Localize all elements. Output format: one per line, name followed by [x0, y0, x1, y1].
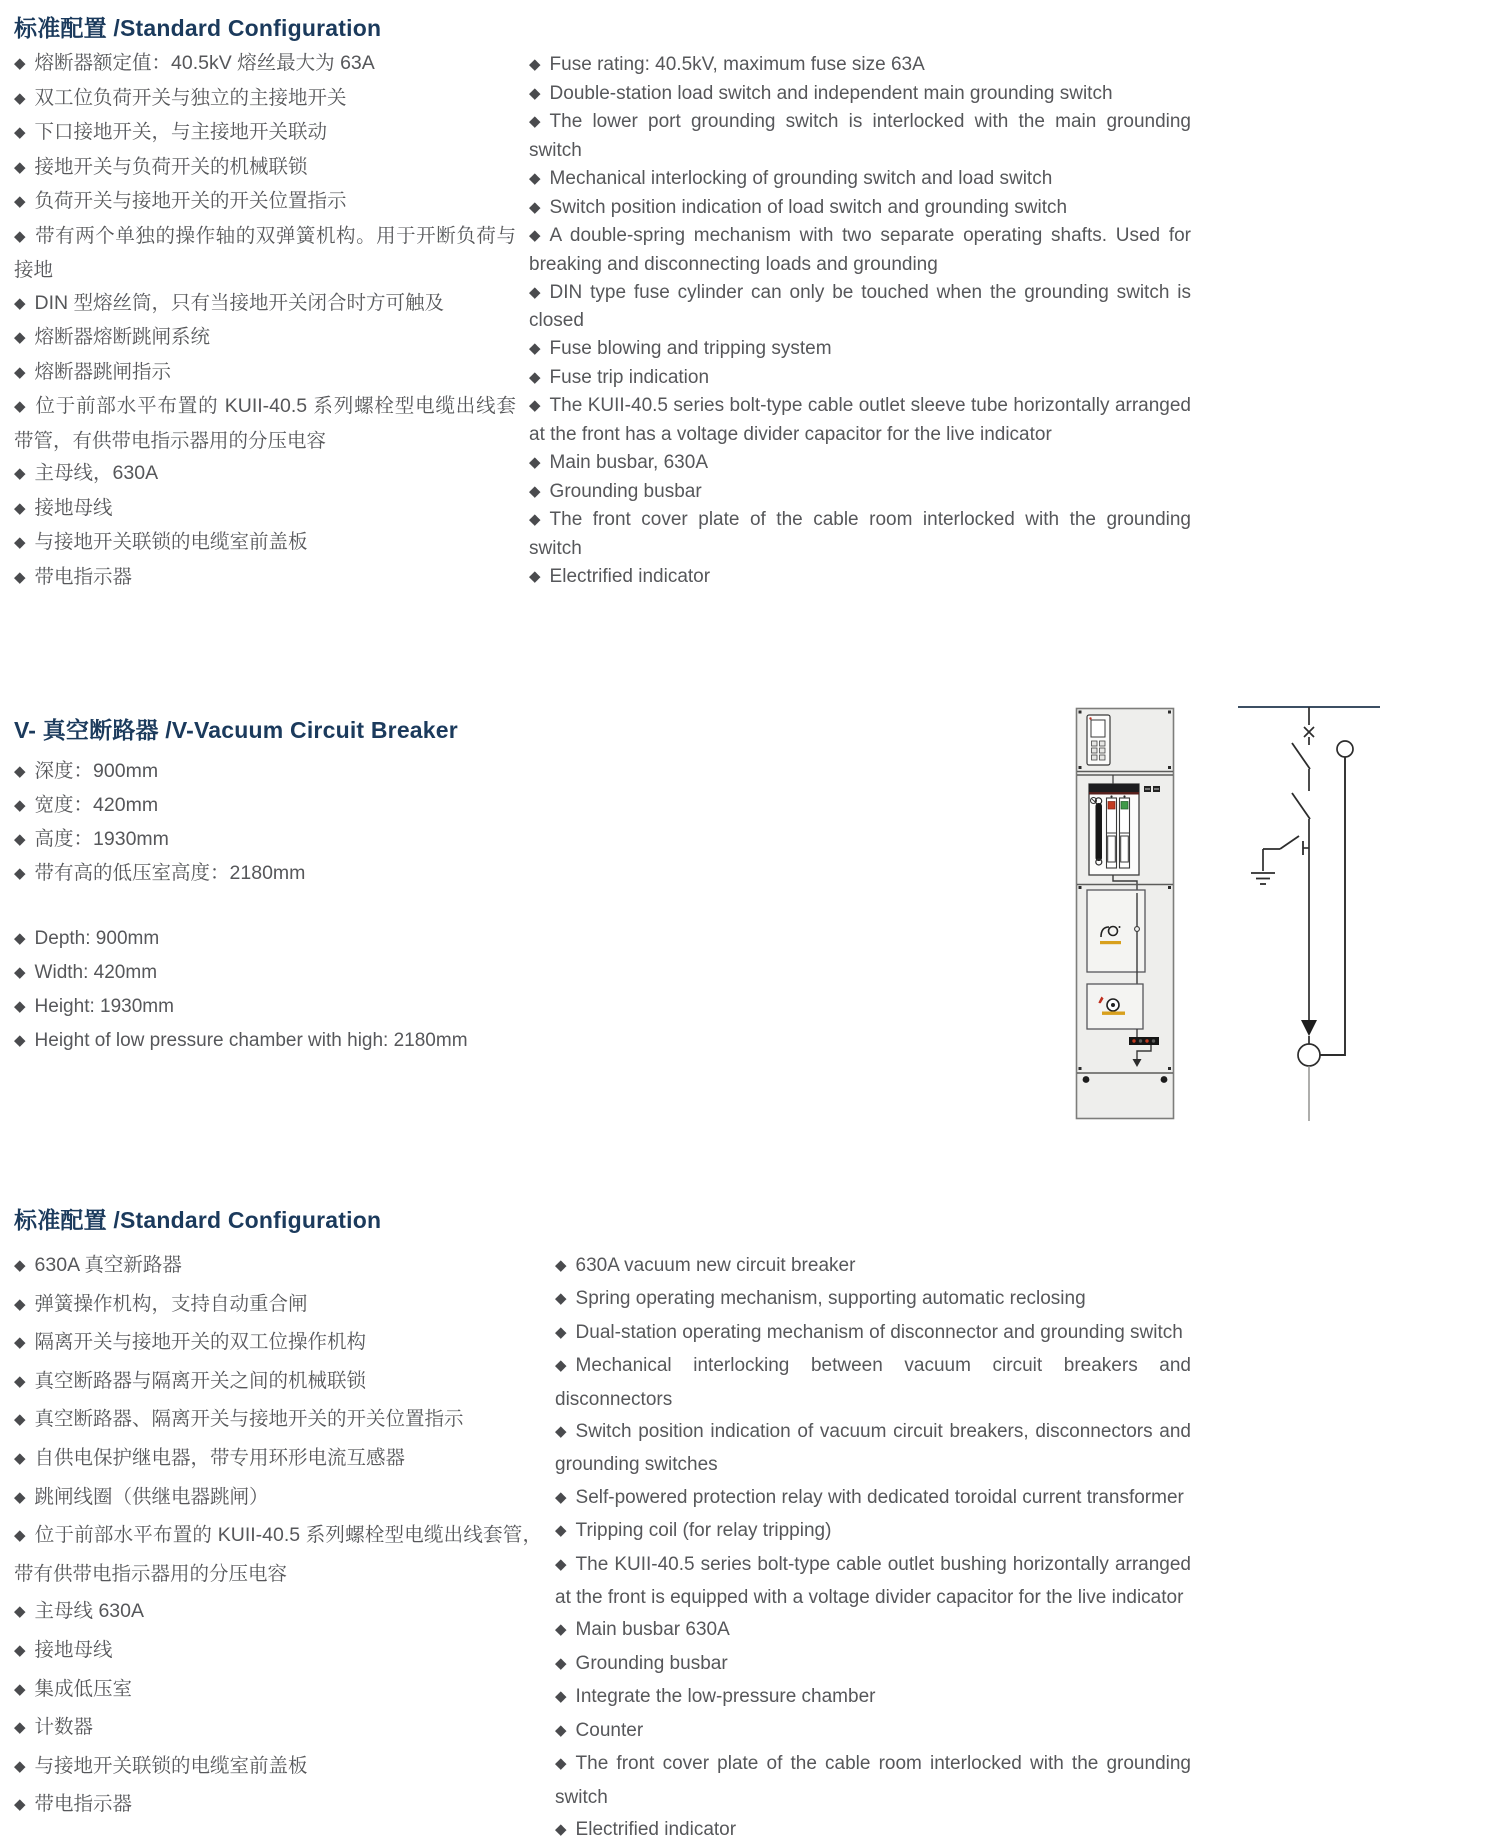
list-item — [529, 80, 1191, 109]
diamond-bullet-icon: ◆ — [555, 1555, 567, 1573]
diamond-bullet-icon: ◆ — [14, 1488, 26, 1506]
list-item-text: DIN 型熔丝筒，只有当接地开关闭合时方可触及 — [34, 291, 445, 314]
list-item — [14, 1363, 542, 1402]
list-item — [14, 1440, 542, 1479]
list-item — [14, 526, 516, 561]
list-item-text: 高度：1930mm — [34, 828, 169, 850]
list-item-text: Electrified indicator — [575, 1818, 737, 1840]
list-item — [14, 1671, 542, 1710]
diamond-bullet-icon: ◆ — [555, 1323, 567, 1341]
list-item-text: Spring operating mechanism, supporting automatic reclosing — [575, 1288, 1086, 1310]
list-item — [14, 1479, 542, 1518]
list-item — [14, 561, 516, 596]
list-item — [14, 755, 534, 789]
diamond-bullet-icon: ◆ — [14, 1641, 26, 1659]
list-item-text: Height of low pressure chamber with high: 2180mm — [34, 1030, 468, 1051]
list-item — [555, 1715, 1191, 1748]
list-item — [555, 1515, 1191, 1548]
diamond-bullet-icon: ◆ — [555, 1621, 567, 1639]
diamond-bullet-icon: ◆ — [529, 227, 541, 245]
list-item-text: 真空断路器、隔离开关与接地开关的开关位置指示 — [34, 1408, 464, 1431]
diamond-bullet-icon: ◆ — [529, 397, 541, 415]
list-item — [555, 1416, 1191, 1482]
list-item — [555, 1748, 1191, 1814]
list-item-text: 计数器 — [34, 1716, 94, 1739]
diamond-bullet-icon: ◆ — [555, 1257, 567, 1274]
list-item-text: Fuse trip indication — [549, 366, 710, 388]
diamond-bullet-icon: ◆ — [14, 1796, 26, 1814]
diamond-bullet-icon: ◆ — [14, 998, 26, 1015]
list-item-text: The KUII-40.5 series bolt-type cable outlet bushing horizontally arranged at the front is equipped with a voltage divider capacitor for the live indicator — [555, 1553, 1191, 1609]
diamond-bullet-icon: ◆ — [529, 340, 541, 358]
list-item — [14, 390, 516, 457]
list-item — [14, 956, 534, 990]
list-item-text: 跳闸线圈（供继电器跳闸） — [34, 1485, 269, 1508]
list-item-text: 接地母线 — [34, 496, 113, 519]
diamond-bullet-icon: ◆ — [14, 363, 26, 381]
section-heading-vacuum-circuit-breaker: V- 真空断路器 /V-Vacuum Circuit Breaker — [14, 717, 458, 743]
list-item-text: Main busbar, 630A — [549, 451, 708, 473]
diamond-bullet-icon: ◆ — [14, 1449, 26, 1467]
list-item-text: Fuse rating: 40.5kV, maximum fuse size 63A — [549, 54, 925, 75]
list-item-text: 带电指示器 — [34, 565, 133, 588]
diamond-bullet-icon: ◆ — [14, 1680, 26, 1698]
diamond-bullet-icon: ◆ — [14, 1257, 26, 1274]
list-item — [555, 1648, 1191, 1681]
diamond-bullet-icon: ◆ — [14, 568, 26, 586]
list-item — [529, 108, 1191, 164]
list-item — [14, 1401, 542, 1440]
diamond-bullet-icon: ◆ — [14, 1334, 26, 1352]
list-item — [14, 151, 516, 186]
list-item-text: 带有两个单独的操作轴的双弹簧机构。用于开断负荷与接地 — [14, 224, 516, 281]
list-item-text: 630A 真空新路器 — [34, 1254, 182, 1276]
standard-config-2-english-list — [555, 1250, 1191, 1847]
list-item — [14, 990, 534, 1024]
diamond-bullet-icon: ◆ — [14, 1757, 26, 1775]
diamond-bullet-icon: ◆ — [14, 227, 26, 245]
list-item-text: 熔断器跳闸指示 — [34, 360, 172, 383]
diamond-bullet-icon: ◆ — [14, 930, 26, 947]
single-line-circuit-diagram — [1230, 695, 1400, 1130]
list-item — [529, 335, 1191, 364]
diamond-bullet-icon: ◆ — [555, 1423, 567, 1441]
list-item-text: The front cover plate of the cable room interlocked with the grounding switch — [529, 509, 1191, 559]
diamond-bullet-icon: ◆ — [555, 1654, 567, 1672]
standard-config-2-chinese-list — [14, 1247, 542, 1825]
diamond-bullet-icon: ◆ — [529, 113, 541, 131]
diamond-bullet-icon: ◆ — [14, 465, 26, 482]
diamond-bullet-icon: ◆ — [555, 1688, 567, 1706]
list-item-text: Dual-station operating mechanism of disconnector and grounding switch — [575, 1321, 1183, 1343]
list-item-text: Electrified indicator — [549, 565, 711, 587]
section-heading-standard-configuration-1: 标准配置 /Standard Configuration — [14, 15, 382, 41]
list-item-text: Self-powered protection relay with dedicated toroidal current transformer — [575, 1486, 1184, 1508]
diamond-bullet-icon: ◆ — [14, 124, 26, 141]
diamond-bullet-icon: ◆ — [555, 1357, 567, 1375]
diamond-bullet-icon: ◆ — [14, 1411, 26, 1429]
diamond-bullet-icon: ◆ — [555, 1755, 567, 1773]
list-item-text: Grounding busbar — [549, 480, 702, 502]
diamond-bullet-icon: ◆ — [14, 193, 26, 210]
list-item — [529, 563, 1191, 592]
diamond-bullet-icon: ◆ — [529, 198, 541, 216]
list-item-text: 熔断器额定值：40.5kV 熔丝最大为 63A — [34, 52, 375, 74]
standard-config-1-chinese-list — [14, 47, 516, 595]
list-item — [14, 1786, 542, 1825]
list-item — [14, 1593, 542, 1632]
list-item-text: 双工位负荷开关与独立的主接地开关 — [34, 86, 347, 109]
diamond-bullet-icon: ◆ — [14, 89, 26, 107]
list-item — [529, 194, 1191, 223]
list-item-text: DIN type fuse cylinder can only be touched when the grounding switch is closed — [529, 281, 1191, 332]
list-item-text: 下口接地开关，与主接地开关联动 — [34, 121, 328, 143]
list-item — [555, 1482, 1191, 1515]
list-item — [14, 1517, 542, 1593]
diamond-bullet-icon: ◆ — [14, 1719, 26, 1737]
list-item — [14, 492, 516, 527]
list-item — [529, 279, 1191, 335]
list-item-text: 自供电保护继电器，带专用环形电流互感器 — [34, 1446, 406, 1469]
list-item — [14, 1748, 542, 1787]
diamond-bullet-icon: ◆ — [14, 329, 26, 346]
list-item-text: 位于前部水平布置的 KUII-40.5 系列螺栓型电缆出线套带管，有供带电指示器用的分压电容 — [14, 395, 516, 452]
list-item — [14, 1024, 534, 1058]
list-item — [14, 1324, 542, 1363]
list-item — [14, 1632, 542, 1671]
list-item — [14, 321, 516, 356]
diamond-bullet-icon: ◆ — [14, 294, 26, 312]
diamond-bullet-icon: ◆ — [14, 499, 26, 517]
diamond-bullet-icon: ◆ — [529, 567, 541, 585]
list-item-text: 与接地开关联锁的电缆室前盖板 — [34, 531, 308, 553]
list-item — [529, 506, 1191, 562]
standard-config-1-english-list — [529, 51, 1191, 591]
list-item-text: A double-spring mechanism with two separate operating shafts. Used for breaking and disconnecting loads and grounding — [529, 225, 1191, 275]
list-item — [555, 1549, 1191, 1615]
list-item — [529, 165, 1191, 194]
list-item — [529, 222, 1191, 278]
list-item-text: 主母线，630A — [34, 462, 159, 484]
list-item-text: Switch position indication of load switch and grounding switch — [549, 196, 1068, 218]
diamond-bullet-icon: ◆ — [14, 763, 26, 780]
list-item — [555, 1350, 1191, 1416]
diamond-bullet-icon: ◆ — [555, 1522, 567, 1540]
list-item-text: Counter — [575, 1719, 644, 1741]
diamond-bullet-icon: ◆ — [529, 453, 541, 471]
diamond-bullet-icon: ◆ — [14, 55, 26, 72]
diamond-bullet-icon: ◆ — [529, 84, 541, 102]
vcb-dimensions-english-list — [14, 922, 534, 1058]
list-item — [555, 1614, 1191, 1647]
list-item — [14, 1286, 542, 1325]
list-item-text: 弹簧操作机构，支持自动重合闸 — [34, 1292, 308, 1315]
list-item — [14, 82, 516, 117]
list-item-text: The lower port grounding switch is interlocked with the main grounding switch — [529, 111, 1191, 162]
list-item — [555, 1681, 1191, 1714]
list-item-text: 宽度：420mm — [34, 794, 159, 816]
list-item — [14, 47, 516, 82]
list-item-text: Integrate the low-pressure chamber — [575, 1686, 876, 1708]
diamond-bullet-icon: ◆ — [14, 964, 26, 981]
list-item — [14, 1247, 542, 1286]
diamond-bullet-icon: ◆ — [555, 1721, 567, 1739]
list-item-text: 真空断路器与隔离开关之间的机械联锁 — [34, 1369, 367, 1392]
list-item-text: 带电指示器 — [34, 1793, 133, 1816]
diamond-bullet-icon: ◆ — [14, 534, 26, 551]
list-item-text: Depth: 900mm — [34, 928, 160, 949]
list-item — [14, 220, 516, 287]
list-item — [555, 1814, 1191, 1847]
list-item — [529, 478, 1191, 507]
list-item — [14, 116, 516, 151]
list-item — [14, 857, 534, 891]
vcb-dimensions-chinese-list — [14, 755, 534, 891]
list-item-text: 熔断器熔断跳闸系统 — [34, 326, 211, 348]
list-item — [529, 392, 1191, 448]
diamond-bullet-icon: ◆ — [14, 158, 26, 176]
list-item-text: 与接地开关联锁的电缆室前盖板 — [34, 1754, 308, 1777]
diamond-bullet-icon: ◆ — [14, 1295, 26, 1313]
list-item-text: Mechanical interlocking between vacuum circuit breakers and disconnectors — [555, 1355, 1191, 1410]
diamond-bullet-icon: ◆ — [529, 482, 541, 500]
diamond-bullet-icon: ◆ — [14, 398, 26, 415]
diamond-bullet-icon: ◆ — [555, 1820, 567, 1838]
diamond-bullet-icon: ◆ — [529, 283, 541, 301]
list-item-text: Mechanical interlocking of grounding switch and load switch — [549, 167, 1053, 189]
diamond-bullet-icon: ◆ — [529, 169, 541, 187]
list-item — [555, 1317, 1191, 1350]
list-item — [14, 356, 516, 391]
list-item-text: Switch position indication of vacuum circuit breakers, disconnectors and grounding switches — [555, 1421, 1191, 1476]
list-item-text: 隔离开关与接地开关的双工位操作机构 — [34, 1331, 367, 1354]
list-item — [14, 823, 534, 857]
list-item — [555, 1250, 1191, 1283]
list-item — [14, 789, 534, 823]
diamond-bullet-icon: ◆ — [14, 1603, 26, 1621]
list-item — [529, 449, 1191, 478]
diamond-bullet-icon: ◆ — [529, 511, 541, 529]
diamond-bullet-icon: ◆ — [14, 865, 26, 882]
list-item-text: 接地开关与负荷开关的机械联锁 — [34, 155, 308, 178]
list-item-text: The KUII-40.5 series bolt-type cable outlet sleeve tube horizontally arranged at the front has a voltage divider capacitor for the live indicator — [529, 395, 1191, 446]
list-item — [14, 457, 516, 492]
list-item-text: Width: 420mm — [34, 962, 158, 983]
diamond-bullet-icon: ◆ — [14, 1032, 26, 1049]
diamond-bullet-icon: ◆ — [14, 1527, 26, 1545]
list-item-text: Main busbar 630A — [575, 1619, 730, 1641]
list-item-text: Height: 1930mm — [34, 996, 174, 1017]
list-item — [14, 185, 516, 220]
list-item-text: Grounding busbar — [575, 1652, 728, 1674]
list-item-text: 位于前部水平布置的 KUII-40.5 系列螺栓型电缆出线套管，带有供带电指示器用的分压电容 — [14, 1524, 542, 1585]
diamond-bullet-icon: ◆ — [529, 56, 541, 73]
diamond-bullet-icon: ◆ — [555, 1290, 567, 1308]
list-item — [529, 364, 1191, 393]
list-item — [14, 1709, 542, 1748]
list-item-text: 接地母线 — [34, 1638, 113, 1661]
switchgear-cabinet-illustration — [1075, 707, 1175, 1125]
list-item-text: 负荷开关与接地开关的开关位置指示 — [34, 190, 347, 212]
list-item — [14, 922, 534, 956]
list-item — [14, 287, 516, 322]
list-item-text: 带有高的低压室高度：2180mm — [34, 862, 306, 884]
list-item-text: 主母线 630A — [34, 1600, 145, 1623]
diamond-bullet-icon: ◆ — [14, 1372, 26, 1390]
list-item-text: 630A vacuum new circuit breaker — [575, 1255, 856, 1276]
list-item-text: 深度：900mm — [34, 760, 159, 782]
section-heading-standard-configuration-2: 标准配置 /Standard Configuration — [14, 1207, 382, 1233]
list-item-text: Double-station load switch and independent main grounding switch — [549, 82, 1113, 104]
list-item — [529, 51, 1191, 80]
diamond-bullet-icon: ◆ — [14, 831, 26, 848]
list-item-text: Fuse blowing and tripping system — [549, 338, 832, 360]
diamond-bullet-icon: ◆ — [555, 1488, 567, 1506]
list-item — [555, 1283, 1191, 1316]
list-item-text: Tripping coil (for relay tripping) — [575, 1520, 832, 1542]
list-item-text: The front cover plate of the cable room interlocked with the grounding switch — [555, 1753, 1191, 1808]
diamond-bullet-icon: ◆ — [14, 797, 26, 814]
list-item-text: 集成低压室 — [34, 1677, 133, 1700]
diamond-bullet-icon: ◆ — [529, 368, 541, 386]
